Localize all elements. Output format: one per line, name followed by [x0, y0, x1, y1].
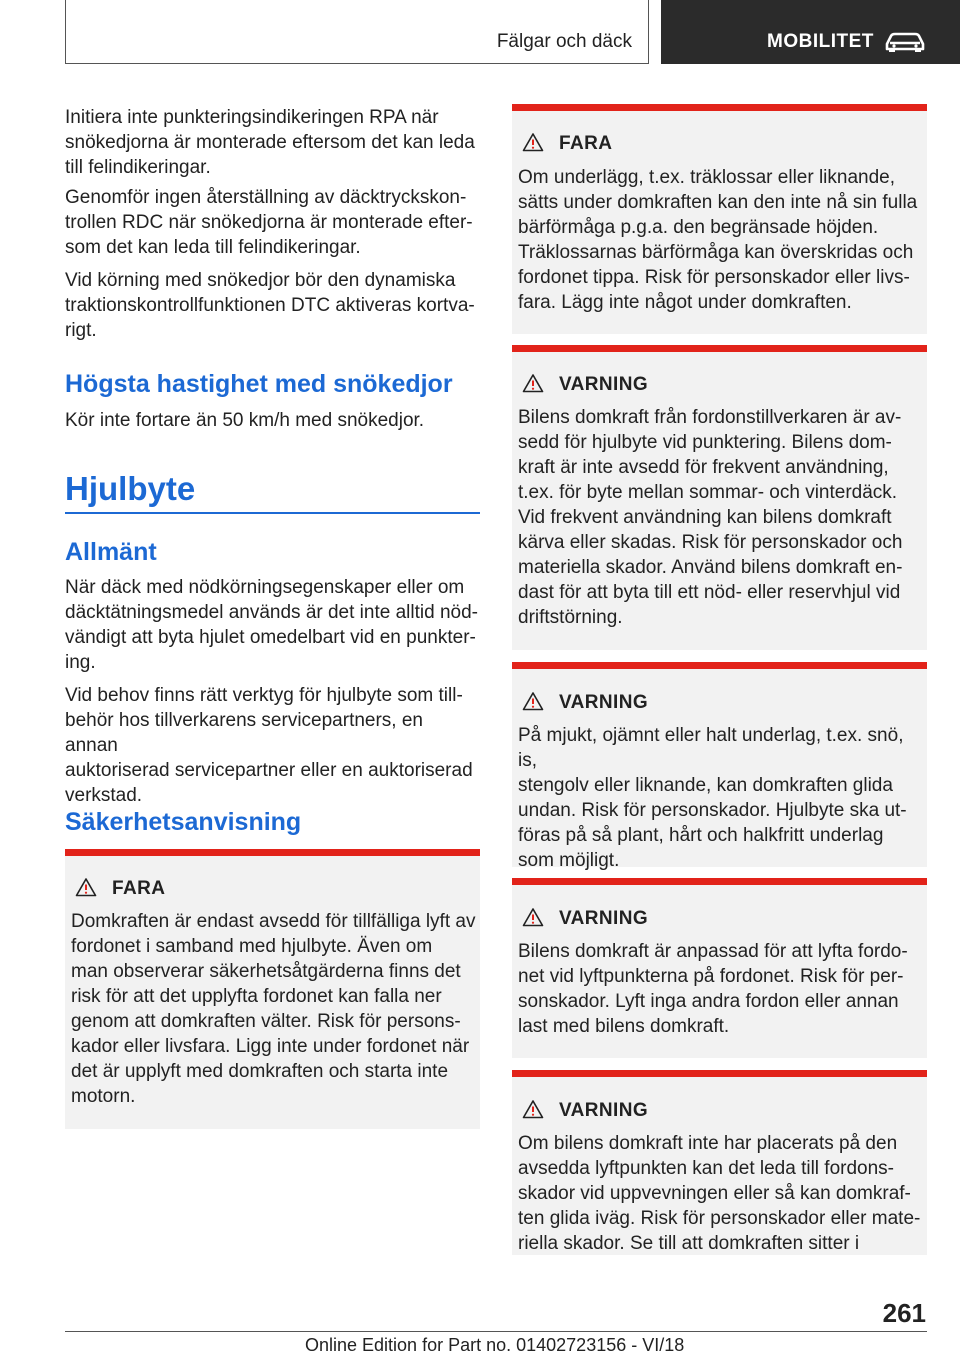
warning-title: FARA: [112, 878, 166, 899]
warning-title: VARNING: [559, 908, 649, 929]
warning-triangle-icon: [522, 373, 544, 393]
warning-box-caution-4: [512, 1070, 927, 1255]
warning-box-danger-1: [65, 849, 480, 1129]
warning-box-danger-2: [512, 104, 927, 334]
warning-text: Bilens domkraft från fordonstillverkaren är av- sedd för hjulbyte vid punktering. Bilens dom- kraft är inte avsedd för frekvent användning, t.ex. för byte mellan sommar- och vinterdäck. Vid frekvent användning kan bilens domkraft kärva eller skadas. Risk för personskador och materiella skador. Använd bilens domkraft en- dast för att byta till ett nöd- eller reservhjul vid driftstörning.: [518, 407, 903, 628]
warning-text: Domkraften är endast avsedd för tillfälliga lyft av fordonet i samband med hjulbyte. Även om man observerar säkerhetsåtgärderna finns det risk för att det upplyfta fordonet kan falla ner genom att domkraften välter. Risk för persons- kador eller livsfara. Ligg inte under fordonet när det är upplyft med domkraften och starta inte motorn.: [71, 911, 476, 1107]
paragraph-general-1: När däck med nödkörningsegenskaper eller om däcktätningsmedel används är det inte alltid nöd- vändigt att byta hjulet omedelbart vid en punkter- ing.: [65, 577, 478, 673]
warning-triangle-icon: [75, 877, 97, 897]
heading-general: Allmänt: [65, 538, 157, 566]
warning-title: VARNING: [559, 692, 649, 713]
warning-box-caution-3: [512, 878, 927, 1058]
section-tab: [65, 0, 649, 64]
warning-triangle-icon: [522, 132, 544, 152]
warning-title: VARNING: [559, 1100, 649, 1121]
warning-bar: [512, 662, 927, 669]
warning-bar: [512, 345, 927, 352]
chapter-title: MOBILITET: [767, 31, 874, 52]
warning-text: På mjukt, ojämnt eller halt underlag, t.ex. snö, is, stengolv eller liknande, kan domkraften glida undan. Risk för personskador. Hjulbyte ska ut- föras på så plant, hårt och halkfritt underlag som möjligt.: [518, 725, 907, 871]
warning-bar: [65, 849, 480, 856]
paragraph-rdc: Genomför ingen återställning av däcktryckskon- trollen RDC när snökedjorna är monterade efter- som det kan leda till felindikeringar.: [65, 187, 473, 258]
warning-triangle-icon: [522, 907, 544, 927]
car-icon: [883, 30, 927, 52]
warning-text: Om bilens domkraft inte har placerats på den avsedda lyftpunkten kan det leda till fordons- skador vid uppvevningen eller så kan domkraf- ten glida iväg. Risk för personskador eller mate- riella skador. Se till att domkraften sitter i: [518, 1133, 921, 1254]
warning-title: VARNING: [559, 374, 649, 395]
chapter-tab: [661, 0, 960, 64]
heading-rule: [65, 512, 480, 514]
paragraph-rpa: Initiera inte punkteringsindikeringen RPA när snökedjorna är monterade eftersom det kan leda till felindikeringar.: [65, 107, 475, 178]
heading-safety: Säkerhetsanvisning: [65, 808, 302, 836]
warning-bar: [512, 878, 927, 885]
paragraph-general-2: Vid behov finns rätt verktyg för hjulbyte som till- behör hos tillverkarens servicepartners, en annan auktoriserad servicepartner eller en auktoriserad verkstad.: [65, 685, 473, 806]
warning-triangle-icon: [522, 1099, 544, 1119]
warning-title: FARA: [559, 133, 613, 154]
heading-max-speed: Högsta hastighet med snökedjor: [65, 370, 453, 398]
warning-box-caution-2: [512, 662, 927, 871]
warning-bar: [512, 1070, 927, 1077]
page-number: 261: [882, 1298, 926, 1328]
warning-text: Bilens domkraft är anpassad för att lyfta fordo- net vid lyftpunkterna på fordonet. Risk för per- sonskador. Lyft inga andra fordon eller annan last med bilens domkraft.: [518, 941, 908, 1037]
warning-box-caution-1: [512, 345, 927, 650]
heading-wheel-change: Hjulbyte: [65, 470, 196, 507]
warning-text: Om underlägg, t.ex. träklossar eller liknande, sätts under domkraften kan den inte nå sin fulla bärförmåga p.g.a. den begränsade höjden. Träklossarnas bärförmåga kan överskridas och fordonet tippa. Risk för personskador eller livs- fara. Lägg inte något under domkraften.: [518, 167, 918, 313]
footer-edition: Online Edition for Part no. 01402723156 - VI/18: [305, 1335, 685, 1355]
warning-bar: [512, 104, 927, 111]
page-header: [0, 0, 960, 66]
footer-rule: [65, 1331, 927, 1332]
section-title: Fälgar och däck: [496, 31, 632, 52]
paragraph-max-speed: Kör inte fortare än 50 km/h med snökedjor.: [65, 410, 425, 431]
warning-triangle-icon: [522, 691, 544, 711]
paragraph-dtc: Vid körning med snökedjor bör den dynamiska traktionskontrollfunktionen DTC aktiveras kortva- rigt.: [65, 270, 475, 341]
